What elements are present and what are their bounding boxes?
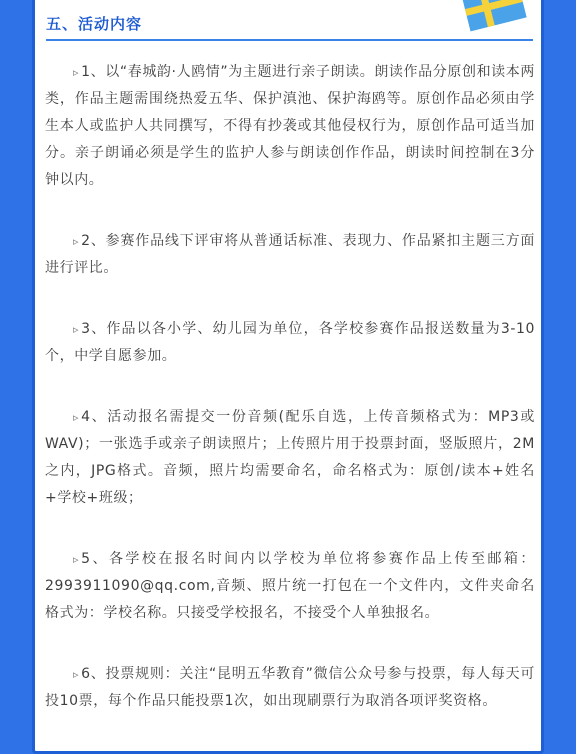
paragraph-text: 2、参赛作品线下评审将从普通话标准、表现力、作品紧扣主题三方面进行评比。 — [45, 233, 535, 276]
activity-content — [45, 59, 535, 749]
paragraph-text: 5、各学校在报名时间内以学校为单位将参赛作品上传至邮箱：2993911090@qq.com,音频、照片统一打包在一个文件内，文件夹命名格式为：学校名称。只接受学校报名，不接受个人单独报名。 — [45, 551, 535, 621]
paragraph-5 — [45, 546, 535, 627]
triangle-bullet-icon: ▹ — [73, 553, 80, 566]
paragraph-2 — [45, 228, 535, 282]
triangle-bullet-icon: ▹ — [73, 668, 80, 681]
paragraph-text: 6、投票规则：关注“昆明五华教育”微信公众号参与投票，每人每天可投10票，每个作品只能投票1次，如出现刷票行为取消各项评奖资格。 — [45, 666, 535, 709]
content-card — [32, 0, 544, 754]
triangle-bullet-icon: ▹ — [73, 323, 80, 336]
paragraph-4 — [45, 404, 535, 512]
paragraph-1 — [45, 59, 535, 194]
paragraph-6 — [45, 661, 535, 715]
paragraph-text: 1、以“春城韵·人鸥情”为主题进行亲子朗读。朗读作品分原创和读本两类，作品主题需围绕热爱五华、保护滇池、保护海鸥等。原创作品必须由学生本人或监护人共同撰写，不得有抄袭或其他侵权行为，原创作品可适当加分。亲子朗诵必须是学生的监护人参与朗读创作作品，朗读时间控制在3分钟以内。 — [45, 64, 535, 188]
triangle-bullet-icon: ▹ — [73, 235, 80, 248]
paragraph-text: 3、作品以各小学、幼儿园为单位，各学校参赛作品报送数量为3-10个，中学自愿参加。 — [45, 321, 535, 364]
paragraph-text: 4、活动报名需提交一份音频(配乐自选，上传音频格式为：MP3或WAV)；一张选手或亲子朗读照片；上传照片用于投票封面，竖版照片，2M之内，JPG格式。音频，照片均需要命名，命名格式为：原创/读本+姓名+学校+班级； — [45, 409, 535, 506]
section-header — [46, 11, 533, 41]
triangle-bullet-icon: ▹ — [73, 411, 80, 424]
triangle-bullet-icon: ▹ — [73, 66, 80, 79]
section-title: 五、活动内容 — [46, 15, 143, 33]
paragraph-3 — [45, 316, 535, 370]
